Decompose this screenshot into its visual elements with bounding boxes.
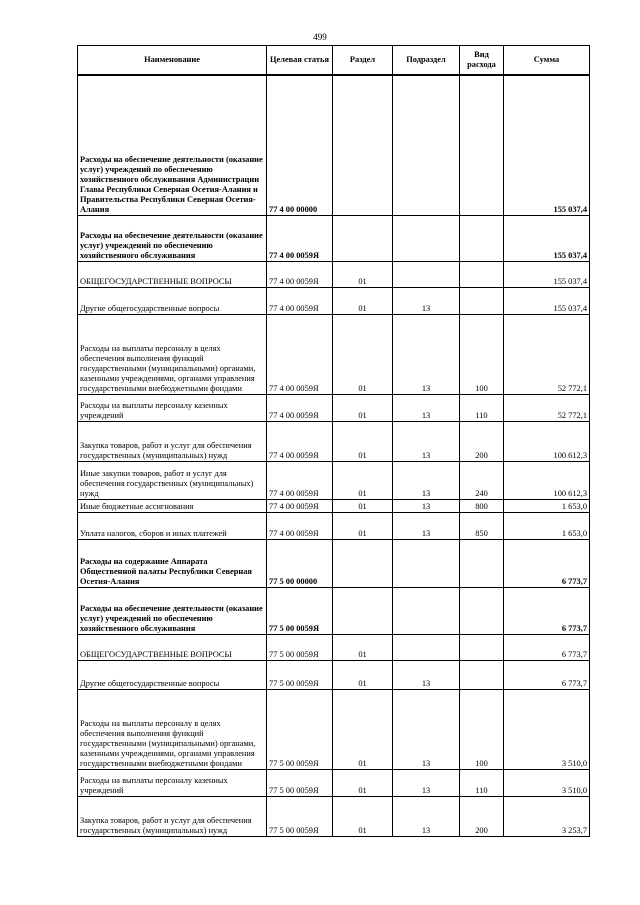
- cell-subsection: [393, 539, 460, 587]
- table-row: [78, 769, 590, 796]
- cell-expense-type: 110: [460, 769, 504, 796]
- cell-expense-type: [460, 634, 504, 660]
- cell-name: Расходы на обеспечение деятельности (оказание услуг) учреждений по обеспечению хозяйственного обслуживания: [78, 587, 267, 634]
- cell-section: 01: [333, 461, 393, 499]
- cell-subsection: 13: [393, 660, 460, 689]
- cell-subsection: [393, 634, 460, 660]
- cell-name: Иные бюджетные ассигнования: [78, 499, 267, 512]
- cell-name: Закупка товаров, работ и услуг для обеспечения государственных (муниципальных) нужд: [78, 796, 267, 836]
- cell-expense-type: 100: [460, 689, 504, 769]
- cell-subsection: 13: [393, 394, 460, 421]
- cell-name: Расходы на содержание Аппарата Общественной палаты Республики Северная Осетия-Алания: [78, 539, 267, 587]
- cell-name: Закупка товаров, работ и услуг для обеспечения государственных (муниципальных) нужд: [78, 421, 267, 461]
- cell-target: 77 4 00 0059Я: [267, 461, 333, 499]
- cell-subsection: 13: [393, 287, 460, 314]
- cell-target: 77 4 00 0059Я: [267, 215, 333, 261]
- cell-amount: 155 037,4: [504, 75, 590, 215]
- cell-name: ОБЩЕГОСУДАРСТВЕННЫЕ ВОПРОСЫ: [78, 261, 267, 287]
- cell-subsection: [393, 75, 460, 215]
- table-row: [78, 461, 590, 499]
- table-row: [78, 587, 590, 634]
- cell-name: Расходы на выплаты персоналу казенных учреждений: [78, 769, 267, 796]
- cell-target: 77 4 00 0059Я: [267, 512, 333, 539]
- table-row: [78, 261, 590, 287]
- cell-name: Расходы на выплаты персоналу в целях обеспечения выполнения функций государственными (муниципальными) органами, казенными учреждениями, органами управления государственными внебюджетными фондами: [78, 689, 267, 769]
- cell-target: 77 5 00 0059Я: [267, 769, 333, 796]
- cell-expense-type: 110: [460, 394, 504, 421]
- cell-amount: 3 510,0: [504, 689, 590, 769]
- cell-target: 77 4 00 0059Я: [267, 314, 333, 394]
- cell-amount: 100 612,3: [504, 421, 590, 461]
- cell-expense-type: [460, 261, 504, 287]
- table-header-row: [78, 46, 590, 76]
- table-row: [78, 499, 590, 512]
- cell-section: 01: [333, 261, 393, 287]
- cell-target: 77 5 00 0059Я: [267, 587, 333, 634]
- cell-amount: 155 037,4: [504, 215, 590, 261]
- cell-amount: 6 773,7: [504, 587, 590, 634]
- table-row: [78, 660, 590, 689]
- table-row: [78, 634, 590, 660]
- cell-name: Иные закупки товаров, работ и услуг для обеспечения государственных (муниципальных) нужд: [78, 461, 267, 499]
- cell-amount: 6 773,7: [504, 660, 590, 689]
- cell-target: 77 4 00 0059Я: [267, 287, 333, 314]
- table-row: [78, 539, 590, 587]
- cell-target: 77 5 00 0059Я: [267, 634, 333, 660]
- cell-expense-type: [460, 215, 504, 261]
- cell-target: 77 4 00 0059Я: [267, 261, 333, 287]
- cell-subsection: [393, 215, 460, 261]
- cell-section: 01: [333, 512, 393, 539]
- cell-subsection: [393, 587, 460, 634]
- header-target: Целевая статья: [267, 46, 333, 76]
- cell-amount: 1 653,0: [504, 499, 590, 512]
- cell-section: 01: [333, 660, 393, 689]
- cell-amount: 6 773,7: [504, 634, 590, 660]
- header-name: Наименование: [78, 46, 267, 76]
- table-row: [78, 394, 590, 421]
- cell-target: 77 4 00 0059Я: [267, 394, 333, 421]
- cell-amount: 1 653,0: [504, 512, 590, 539]
- table-row: [78, 421, 590, 461]
- cell-expense-type: 800: [460, 499, 504, 512]
- cell-name: Другие общегосударственные вопросы: [78, 660, 267, 689]
- cell-section: 01: [333, 796, 393, 836]
- cell-target: 77 5 00 0059Я: [267, 660, 333, 689]
- header-section: Раздел: [333, 46, 393, 76]
- cell-amount: 155 037,4: [504, 261, 590, 287]
- cell-section: [333, 587, 393, 634]
- cell-section: 01: [333, 421, 393, 461]
- cell-target: 77 5 00 00000: [267, 539, 333, 587]
- cell-expense-type: 200: [460, 421, 504, 461]
- cell-name: ОБЩЕГОСУДАРСТВЕННЫЕ ВОПРОСЫ: [78, 634, 267, 660]
- cell-section: 01: [333, 634, 393, 660]
- page-number: 499: [313, 32, 327, 42]
- cell-expense-type: [460, 539, 504, 587]
- cell-amount: 52 772,1: [504, 394, 590, 421]
- table-row: [78, 689, 590, 769]
- cell-subsection: [393, 261, 460, 287]
- table-row: [78, 314, 590, 394]
- header-subsection: Подраздел: [393, 46, 460, 76]
- cell-name: Другие общегосударственные вопросы: [78, 287, 267, 314]
- cell-target: 77 4 00 0059Я: [267, 421, 333, 461]
- cell-name: Расходы на обеспечение деятельности (оказание услуг) учреждений по обеспечению хозяйственного обслуживания: [78, 215, 267, 261]
- cell-name: Расходы на выплаты персоналу в целях обеспечения выполнения функций государственными (муниципальными) органами, казенными учреждениями, органами управления государственными внебюджетными фондами: [78, 314, 267, 394]
- table-row: [78, 512, 590, 539]
- cell-section: 01: [333, 499, 393, 512]
- cell-target: 77 5 00 0059Я: [267, 689, 333, 769]
- cell-section: 01: [333, 394, 393, 421]
- cell-expense-type: 200: [460, 796, 504, 836]
- cell-expense-type: [460, 287, 504, 314]
- table-row: [78, 215, 590, 261]
- cell-subsection: 13: [393, 499, 460, 512]
- cell-section: [333, 215, 393, 261]
- cell-section: 01: [333, 689, 393, 769]
- cell-name: Расходы на обеспечение деятельности (оказание услуг) учреждений по обеспечению хозяйственного обслуживания Администрации Главы Республики Северная Осетия-Алания и Правительства Республики Северная Осетия-Алания: [78, 75, 267, 215]
- table-row: [78, 287, 590, 314]
- cell-subsection: 13: [393, 314, 460, 394]
- cell-amount: 155 037,4: [504, 287, 590, 314]
- cell-expense-type: 240: [460, 461, 504, 499]
- cell-subsection: 13: [393, 461, 460, 499]
- cell-expense-type: [460, 75, 504, 215]
- cell-subsection: 13: [393, 796, 460, 836]
- cell-name: Уплата налогов, сборов и иных платежей: [78, 512, 267, 539]
- header-amount: Сумма: [504, 46, 590, 76]
- cell-amount: 3 510,0: [504, 769, 590, 796]
- budget-table: [77, 45, 590, 837]
- table-row: [78, 796, 590, 836]
- cell-amount: 6 773,7: [504, 539, 590, 587]
- cell-amount: 3 253,7: [504, 796, 590, 836]
- cell-subsection: 13: [393, 421, 460, 461]
- cell-expense-type: 100: [460, 314, 504, 394]
- cell-subsection: 13: [393, 512, 460, 539]
- cell-expense-type: [460, 660, 504, 689]
- cell-target: 77 5 00 0059Я: [267, 796, 333, 836]
- cell-expense-type: [460, 587, 504, 634]
- cell-section: 01: [333, 314, 393, 394]
- cell-amount: 100 612,3: [504, 461, 590, 499]
- cell-target: 77 4 00 00000: [267, 75, 333, 215]
- table-body: [78, 75, 590, 836]
- cell-expense-type: 850: [460, 512, 504, 539]
- cell-name: Расходы на выплаты персоналу казенных учреждений: [78, 394, 267, 421]
- table-row: [78, 75, 590, 215]
- cell-section: 01: [333, 287, 393, 314]
- cell-subsection: 13: [393, 689, 460, 769]
- cell-section: 01: [333, 769, 393, 796]
- cell-subsection: 13: [393, 769, 460, 796]
- cell-amount: 52 772,1: [504, 314, 590, 394]
- cell-section: [333, 75, 393, 215]
- header-expense-type: Вид расхода: [460, 46, 504, 76]
- cell-target: 77 4 00 0059Я: [267, 499, 333, 512]
- cell-section: [333, 539, 393, 587]
